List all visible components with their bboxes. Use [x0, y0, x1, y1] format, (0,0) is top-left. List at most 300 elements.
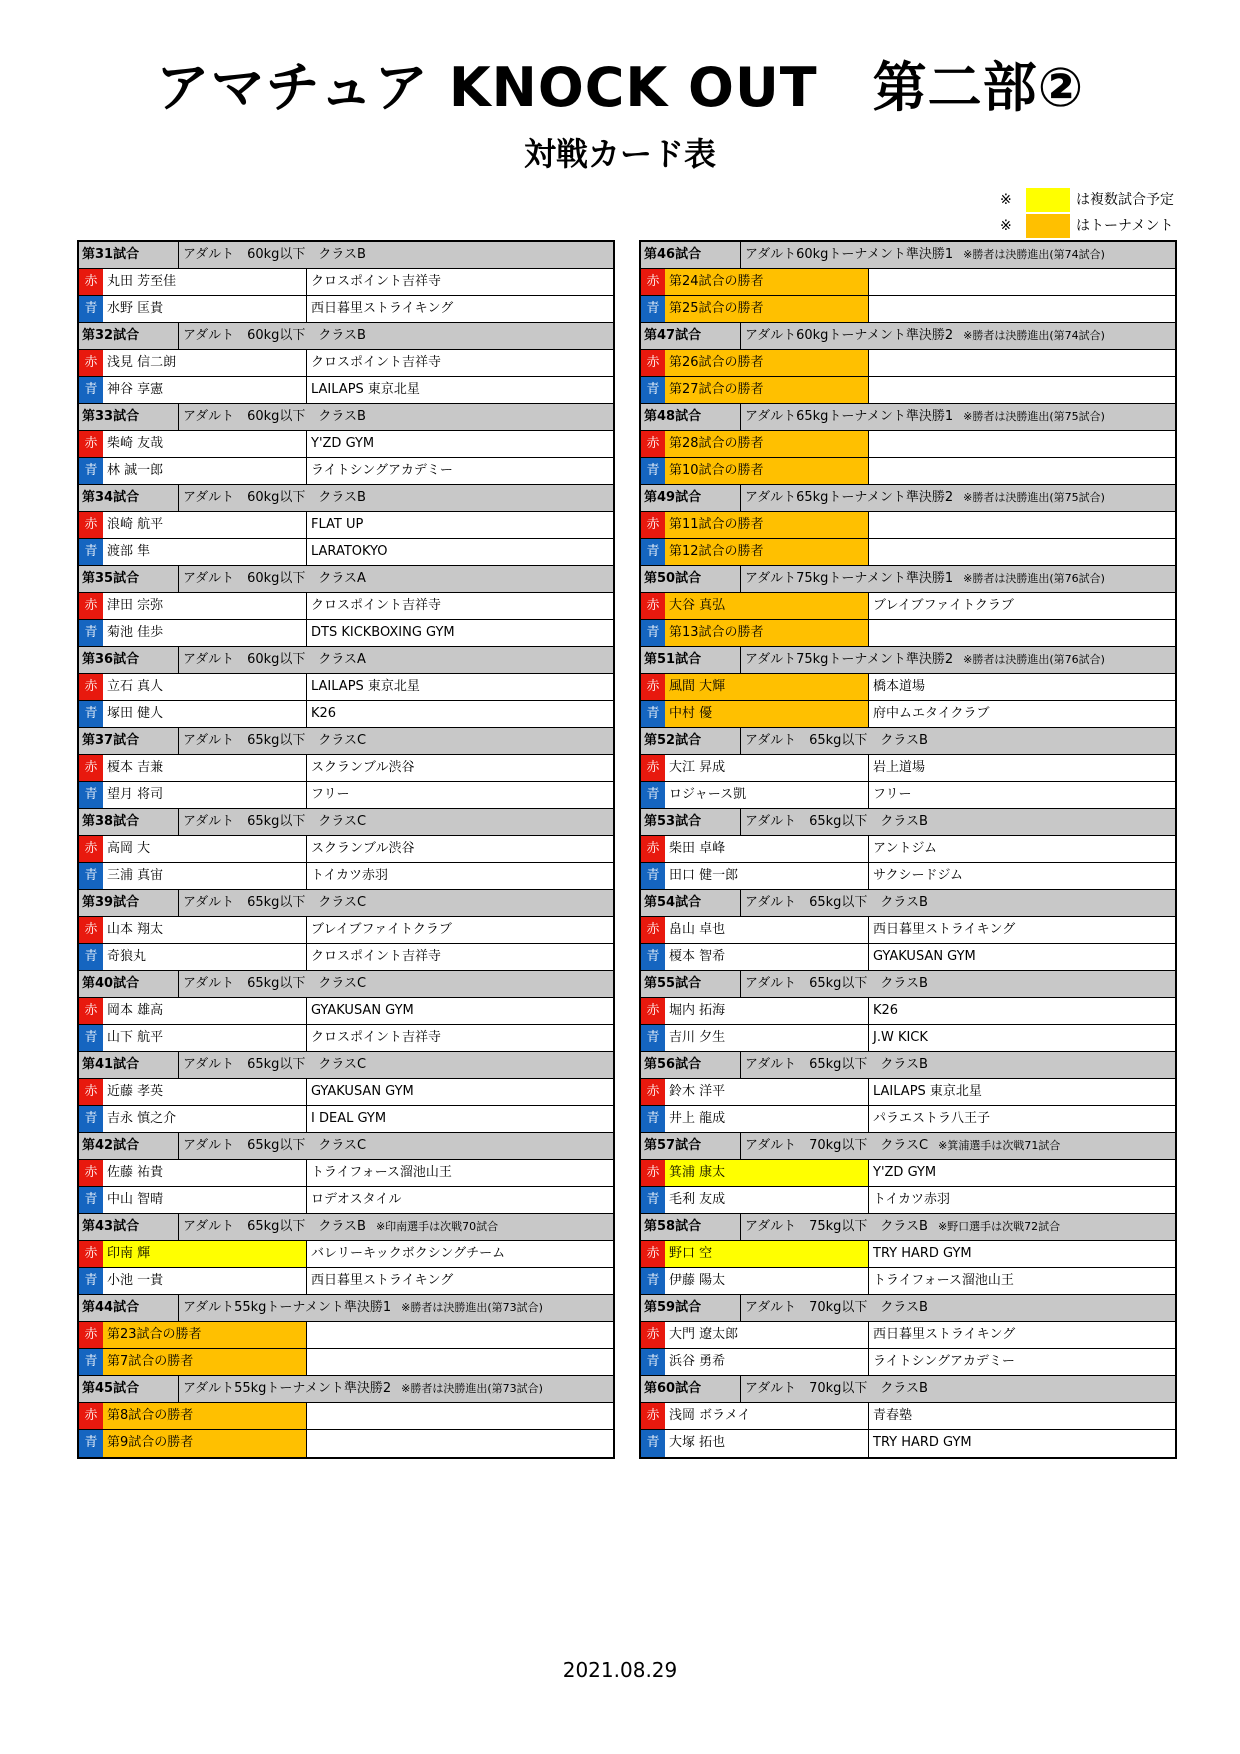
bout-category-text: アダルト60kgトーナメント準決勝1	[745, 247, 954, 262]
bout-category	[179, 566, 613, 592]
fighter-gym: ロデオスタイル	[311, 1192, 402, 1207]
bout-number: 第58試合	[641, 1214, 741, 1240]
fighter-gym: 西日暮里ストライキング	[311, 1273, 454, 1288]
bout-category	[741, 566, 1175, 592]
bout-category-text: アダルト 65kg以下 クラスB	[745, 814, 928, 829]
bout-category	[741, 1295, 1175, 1321]
fighter-row-blue	[79, 296, 613, 323]
fighter-gym	[307, 1322, 613, 1348]
fighter-name: 野口 空	[665, 1241, 869, 1267]
bout-category-text: アダルト 65kg以下 クラスC	[183, 1057, 367, 1072]
fighter-name: 浜谷 勇希	[665, 1349, 869, 1375]
fighter-gym: 府中ムエタイクラブ	[873, 706, 990, 721]
fighter-gym: トライフォース溜池山王	[311, 1165, 452, 1180]
bout-header	[641, 728, 1175, 755]
fighter-row-red	[641, 836, 1175, 863]
fighter-gym: Y'ZD GYM	[873, 1165, 937, 1180]
fighter-row-blue	[79, 1349, 613, 1376]
bout-header	[79, 1214, 613, 1241]
fighter-name: 鈴木 洋平	[665, 1079, 869, 1105]
fighter-name: 望月 将司	[103, 782, 307, 808]
fighter-row-red	[79, 1160, 613, 1187]
fighter-gym: 岩上道場	[873, 760, 926, 775]
fighter-name: 林 誠一郎	[103, 458, 307, 484]
bout-header	[79, 809, 613, 836]
fighter-gym	[307, 1430, 613, 1457]
bout-number: 第35試合	[79, 566, 179, 592]
fighter-row-blue	[641, 458, 1175, 485]
corner-red: 赤	[641, 1403, 665, 1429]
bout-category	[179, 485, 613, 511]
corner-blue: 青	[79, 620, 103, 646]
corner-blue: 青	[641, 458, 665, 484]
corner-red: 赤	[79, 1160, 103, 1186]
fighter-name: 吉川 夕生	[665, 1025, 869, 1051]
legend-swatch-orange	[1026, 214, 1070, 238]
fighter-name: 榎本 吉兼	[103, 755, 307, 781]
bout-category-text: アダルト 65kg以下 クラスC	[183, 814, 367, 829]
legend-text: は複数試合予定	[1076, 192, 1174, 208]
bout-category-text: アダルト 65kg以下 クラスB	[183, 1219, 366, 1234]
fighter-row-red	[79, 269, 613, 296]
corner-red: 赤	[79, 1241, 103, 1267]
corner-blue: 青	[79, 782, 103, 808]
fighter-name: 大塚 拓也	[665, 1430, 869, 1457]
corner-red: 赤	[79, 998, 103, 1024]
bout-header	[79, 1133, 613, 1160]
bout-header	[641, 1214, 1175, 1241]
fighter-gym	[869, 296, 1175, 322]
fighter-gym: GYAKUSAN GYM	[873, 949, 976, 964]
bout-header	[79, 1052, 613, 1079]
fighter-name: 風間 大輝	[665, 674, 869, 700]
bout-category-text: アダルト 65kg以下 クラスB	[745, 895, 928, 910]
page-title: アマチュア KNOCK OUT 第二部②	[155, 56, 1085, 119]
corner-blue: 青	[79, 1187, 103, 1213]
fighter-name: 佐藤 祐貴	[103, 1160, 307, 1186]
fighter-name: 浅見 信二朗	[103, 350, 307, 376]
fighter-gym: 青春塾	[873, 1408, 913, 1423]
bout-header	[79, 971, 613, 998]
corner-blue: 青	[641, 539, 665, 565]
fighter-name: 近藤 孝英	[103, 1079, 307, 1105]
bout-header	[79, 323, 613, 350]
corner-blue: 青	[79, 458, 103, 484]
corner-red: 赤	[641, 917, 665, 943]
corner-blue: 青	[641, 1349, 665, 1375]
bout-category-text: アダルト 60kg以下 クラスB	[183, 409, 366, 424]
legend-text: はトーナメント	[1076, 218, 1174, 234]
fighter-gym: スクランブル渋谷	[311, 841, 415, 856]
fighter-row-blue	[641, 863, 1175, 890]
fighter-gym: J.W KICK	[873, 1030, 928, 1045]
corner-red: 赤	[641, 431, 665, 457]
bout-number: 第46試合	[641, 242, 741, 268]
corner-red: 赤	[641, 998, 665, 1024]
corner-red: 赤	[79, 1079, 103, 1105]
fighter-row-red	[79, 836, 613, 863]
fighter-name: ロジャース凱	[665, 782, 869, 808]
fighter-gym: TRY HARD GYM	[873, 1246, 972, 1261]
bout-header	[641, 647, 1175, 674]
bout-category-text: アダルト 65kg以下 クラスB	[745, 976, 928, 991]
bout-header	[641, 323, 1175, 350]
corner-red: 赤	[79, 917, 103, 943]
bout-category-text: アダルト60kgトーナメント準決勝2	[745, 328, 954, 343]
fighter-name: 水野 匡貴	[103, 296, 307, 322]
fighter-gym: スクランブル渋谷	[311, 760, 415, 775]
bout-number: 第34試合	[79, 485, 179, 511]
bout-category-text: アダルト65kgトーナメント準決勝2	[745, 490, 954, 505]
fighter-name: 第23試合の勝者	[103, 1322, 307, 1348]
bout-category	[741, 890, 1175, 916]
bout-category	[741, 1214, 1175, 1240]
bout-number: 第37試合	[79, 728, 179, 754]
fighter-row-red	[79, 998, 613, 1025]
fighter-row-blue	[79, 377, 613, 404]
bout-category-text: アダルト55kgトーナメント準決勝1	[183, 1300, 392, 1315]
bout-note: ※勝者は決勝進出(第75試合)	[963, 410, 1105, 423]
bout-category	[179, 1133, 613, 1159]
fighter-row-blue	[641, 1349, 1175, 1376]
fighter-gym: GYAKUSAN GYM	[311, 1003, 414, 1018]
fighter-row-red	[641, 1322, 1175, 1349]
corner-blue: 青	[641, 1025, 665, 1051]
document-date: 2021.08.29	[562, 1658, 678, 1682]
fighter-name: 畠山 卓也	[665, 917, 869, 943]
fighter-row-blue	[641, 377, 1175, 404]
fighter-name: 津田 宗弥	[103, 593, 307, 619]
fighter-name: 中山 智晴	[103, 1187, 307, 1213]
fighter-name: 小池 一貴	[103, 1268, 307, 1294]
fighter-row-blue	[79, 620, 613, 647]
fighter-gym	[869, 539, 1175, 565]
bout-category-text: アダルト55kgトーナメント準決勝2	[183, 1381, 392, 1396]
fighter-gym: クロスポイント吉祥寺	[311, 1030, 442, 1045]
fighter-row-blue	[79, 944, 613, 971]
bout-header	[641, 890, 1175, 917]
bout-number: 第53試合	[641, 809, 741, 835]
bout-number: 第33試合	[79, 404, 179, 430]
fighter-name: 塚田 健人	[103, 701, 307, 727]
fighter-gym	[869, 350, 1175, 376]
bout-category-text: アダルト 65kg以下 クラスB	[745, 1057, 928, 1072]
fighter-gym: I DEAL GYM	[311, 1111, 387, 1126]
bout-number: 第39試合	[79, 890, 179, 916]
bout-note: ※野口選手は次戦72試合	[937, 1220, 1061, 1233]
fighter-row-red	[641, 593, 1175, 620]
corner-red: 赤	[641, 269, 665, 295]
fighter-name: 中村 優	[665, 701, 869, 727]
bout-header	[79, 728, 613, 755]
fighter-row-blue	[641, 296, 1175, 323]
fighter-name: 第26試合の勝者	[665, 350, 869, 376]
corner-blue: 青	[641, 296, 665, 322]
fighter-row-red	[641, 350, 1175, 377]
fighter-name: 渡部 隼	[103, 539, 307, 565]
bout-number: 第54試合	[641, 890, 741, 916]
fighter-name: 大谷 真弘	[665, 593, 869, 619]
bout-category-text: アダルト 65kg以下 クラスC	[183, 895, 367, 910]
bout-header	[79, 485, 613, 512]
fighter-row-red	[79, 431, 613, 458]
fighter-gym: ライトシングアカデミー	[873, 1354, 1015, 1369]
bout-number: 第52試合	[641, 728, 741, 754]
bout-category-text: アダルト 65kg以下 クラスC	[183, 976, 367, 991]
fighter-gym	[869, 431, 1175, 457]
corner-red: 赤	[641, 1079, 665, 1105]
corner-blue: 青	[79, 296, 103, 322]
fighter-name: 岡本 雄高	[103, 998, 307, 1024]
fighter-row-blue	[641, 1025, 1175, 1052]
fighter-name: 柴田 卓峰	[665, 836, 869, 862]
corner-blue: 青	[641, 1106, 665, 1132]
fighter-name: 山下 航平	[103, 1025, 307, 1051]
corner-red: 赤	[79, 836, 103, 862]
corner-red: 赤	[641, 512, 665, 538]
corner-red: 赤	[641, 1322, 665, 1348]
fighter-name: 第28試合の勝者	[665, 431, 869, 457]
fighter-gym: アントジム	[873, 841, 937, 856]
bout-header	[79, 1295, 613, 1322]
bout-number: 第55試合	[641, 971, 741, 997]
bout-category-text: アダルト 65kg以下 クラスC	[183, 1138, 367, 1153]
fighter-row-red	[641, 431, 1175, 458]
bout-header	[79, 1376, 613, 1403]
fighter-row-red	[641, 674, 1175, 701]
corner-blue: 青	[79, 1268, 103, 1294]
fighter-name: 榎本 智希	[665, 944, 869, 970]
bout-category	[741, 1052, 1175, 1078]
bout-header	[641, 242, 1175, 269]
bout-category-text: アダルト 65kg以下 クラスB	[745, 733, 928, 748]
bout-category-text: アダルト75kgトーナメント準決勝1	[745, 571, 954, 586]
bout-number: 第43試合	[79, 1214, 179, 1240]
fighter-row-blue	[79, 1187, 613, 1214]
corner-red: 赤	[79, 674, 103, 700]
legend-mark: ※	[1000, 192, 1012, 208]
fighter-gym: クロスポイント吉祥寺	[311, 949, 442, 964]
bout-header	[641, 1133, 1175, 1160]
bout-category-text: アダルト 60kg以下 クラスA	[183, 571, 366, 586]
fighter-gym: LAILAPS 東京北星	[311, 679, 420, 694]
bout-category-text: アダルト 70kg以下 クラスC	[745, 1138, 929, 1153]
fighter-row-red	[641, 1079, 1175, 1106]
fighter-name: 柴崎 友哉	[103, 431, 307, 457]
corner-red: 赤	[641, 674, 665, 700]
bout-category-text: アダルト 70kg以下 クラスB	[745, 1300, 928, 1315]
corner-red: 赤	[79, 269, 103, 295]
fighter-gym: FLAT UP	[311, 517, 364, 532]
fighter-gym: ブレイブファイトクラブ	[873, 598, 1014, 613]
fighter-gym: 西日暮里ストライキング	[311, 301, 454, 316]
bout-number: 第60試合	[641, 1376, 741, 1402]
fighter-row-red	[641, 917, 1175, 944]
fighter-row-red	[79, 1241, 613, 1268]
corner-red: 赤	[79, 350, 103, 376]
fighter-gym: K26	[311, 706, 337, 721]
bout-category-text: アダルト75kgトーナメント準決勝2	[745, 652, 954, 667]
fighter-name: 丸田 芳至佳	[103, 269, 307, 295]
corner-blue: 青	[79, 1430, 103, 1457]
corner-blue: 青	[641, 1268, 665, 1294]
corner-blue: 青	[79, 377, 103, 403]
fighter-row-red	[641, 269, 1175, 296]
bout-header	[79, 404, 613, 431]
bout-header	[641, 971, 1175, 998]
fighter-name: 吉永 慎之介	[103, 1106, 307, 1132]
fighter-gym	[307, 1349, 613, 1375]
bout-category	[179, 242, 613, 268]
fighter-name: 神谷 享憲	[103, 377, 307, 403]
bout-number: 第57試合	[641, 1133, 741, 1159]
corner-blue: 青	[641, 377, 665, 403]
fighter-name: 第24試合の勝者	[665, 269, 869, 295]
bout-category	[179, 323, 613, 349]
fighter-name: 井上 龍成	[665, 1106, 869, 1132]
corner-blue: 青	[641, 620, 665, 646]
fighter-gym: トイカツ赤羽	[311, 868, 388, 883]
bout-header	[79, 647, 613, 674]
bout-category	[741, 971, 1175, 997]
fighter-row-blue	[79, 1025, 613, 1052]
bout-header	[641, 404, 1175, 431]
fighter-gym	[869, 458, 1175, 484]
fighter-gym: トイカツ赤羽	[873, 1192, 950, 1207]
fighter-row-red	[641, 755, 1175, 782]
fighter-gym: TRY HARD GYM	[873, 1435, 972, 1450]
bout-header	[79, 566, 613, 593]
bout-category	[741, 1133, 1175, 1159]
fighter-row-red	[79, 1079, 613, 1106]
fighter-name: 大門 遼太郎	[665, 1322, 869, 1348]
fighter-gym: 西日暮里ストライキング	[873, 1327, 1016, 1342]
fighter-row-blue	[641, 1268, 1175, 1295]
fighter-name: 菊池 佳歩	[103, 620, 307, 646]
bout-category-text: アダルト 75kg以下 クラスB	[745, 1219, 928, 1234]
fighter-gym	[869, 512, 1175, 538]
fighter-row-red	[79, 1403, 613, 1430]
bout-number: 第40試合	[79, 971, 179, 997]
fighter-gym	[869, 620, 1175, 646]
fighter-name: 三浦 真宙	[103, 863, 307, 889]
page-subtitle: 対戦カード表	[523, 135, 716, 173]
fighter-name: 伊藤 陽太	[665, 1268, 869, 1294]
corner-blue: 青	[79, 1025, 103, 1051]
bout-category-text: アダルト 70kg以下 クラスB	[745, 1381, 928, 1396]
bout-number: 第50試合	[641, 566, 741, 592]
fighter-gym: パラエストラ八王子	[873, 1111, 991, 1126]
fighter-gym: クロスポイント吉祥寺	[311, 355, 442, 370]
bout-note: ※勝者は決勝進出(第76試合)	[963, 572, 1105, 585]
corner-red: 赤	[79, 755, 103, 781]
fighter-row-blue	[79, 782, 613, 809]
bout-category-text: アダルト 60kg以下 クラスB	[183, 490, 366, 505]
fighter-gym: Y'ZD GYM	[311, 436, 375, 451]
fighter-name: 第7試合の勝者	[103, 1349, 307, 1375]
corner-red: 赤	[79, 512, 103, 538]
fighter-gym: ブレイブファイトクラブ	[311, 922, 452, 937]
bout-number: 第49試合	[641, 485, 741, 511]
fighter-gym: フリー	[873, 787, 912, 802]
fighter-row-blue	[641, 1106, 1175, 1133]
fighter-row-red	[641, 1160, 1175, 1187]
fighter-row-blue	[641, 1187, 1175, 1214]
corner-red: 赤	[79, 1322, 103, 1348]
fighter-row-red	[79, 674, 613, 701]
bout-number: 第42試合	[79, 1133, 179, 1159]
bout-note: ※勝者は決勝進出(第76試合)	[963, 653, 1105, 666]
fighter-row-red	[641, 512, 1175, 539]
bout-category	[179, 1052, 613, 1078]
bout-note: ※勝者は決勝進出(第75試合)	[963, 491, 1105, 504]
fighter-name: 高岡 大	[103, 836, 307, 862]
corner-blue: 青	[641, 701, 665, 727]
corner-blue: 青	[641, 782, 665, 808]
fighter-row-red	[79, 593, 613, 620]
bout-table-left	[77, 240, 615, 1459]
corner-red: 赤	[79, 1403, 103, 1429]
fighter-row-red	[79, 512, 613, 539]
bout-number: 第31試合	[79, 242, 179, 268]
bout-category-text: アダルト65kgトーナメント準決勝1	[745, 409, 954, 424]
fighter-row-blue	[641, 782, 1175, 809]
fighter-name: 第8試合の勝者	[103, 1403, 307, 1429]
bout-number: 第36試合	[79, 647, 179, 673]
fighter-name: 印南 輝	[103, 1241, 307, 1267]
bout-header	[641, 566, 1175, 593]
bout-category-text: アダルト 60kg以下 クラスB	[183, 247, 366, 262]
fighter-name: 第13試合の勝者	[665, 620, 869, 646]
fighter-row-blue	[641, 944, 1175, 971]
bout-category	[179, 647, 613, 673]
fighter-row-blue	[79, 1430, 613, 1457]
fighter-row-blue	[79, 863, 613, 890]
bout-category	[741, 404, 1175, 430]
bout-category	[741, 728, 1175, 754]
corner-red: 赤	[79, 593, 103, 619]
fighter-row-blue	[641, 1430, 1175, 1457]
bout-number: 第38試合	[79, 809, 179, 835]
fighter-gym: LAILAPS 東京北星	[311, 382, 420, 397]
bout-header	[641, 809, 1175, 836]
fighter-row-red	[641, 998, 1175, 1025]
bout-category	[741, 1376, 1175, 1402]
corner-blue: 青	[79, 863, 103, 889]
bout-category	[741, 242, 1175, 268]
fighter-row-blue	[79, 701, 613, 728]
fighter-row-blue	[641, 701, 1175, 728]
bout-table-right	[639, 240, 1177, 1459]
bout-category	[179, 809, 613, 835]
fighter-gym: LAILAPS 東京北星	[873, 1084, 982, 1099]
fighter-name: 奇狼丸	[103, 944, 307, 970]
bout-category	[179, 890, 613, 916]
bout-category-text: アダルト 60kg以下 クラスA	[183, 652, 366, 667]
bout-number: 第45試合	[79, 1376, 179, 1402]
corner-blue: 青	[641, 944, 665, 970]
bout-note: ※勝者は決勝進出(第73試合)	[401, 1301, 543, 1314]
bout-number: 第32試合	[79, 323, 179, 349]
fighter-gym: K26	[873, 1003, 899, 1018]
fighter-gym: クロスポイント吉祥寺	[311, 274, 442, 289]
fighter-gym: バレリーキックボクシングチーム	[311, 1246, 506, 1261]
bout-number: 第59試合	[641, 1295, 741, 1321]
bout-category	[179, 728, 613, 754]
bout-category	[741, 323, 1175, 349]
bout-category	[179, 1295, 613, 1321]
fighter-row-red	[641, 1241, 1175, 1268]
